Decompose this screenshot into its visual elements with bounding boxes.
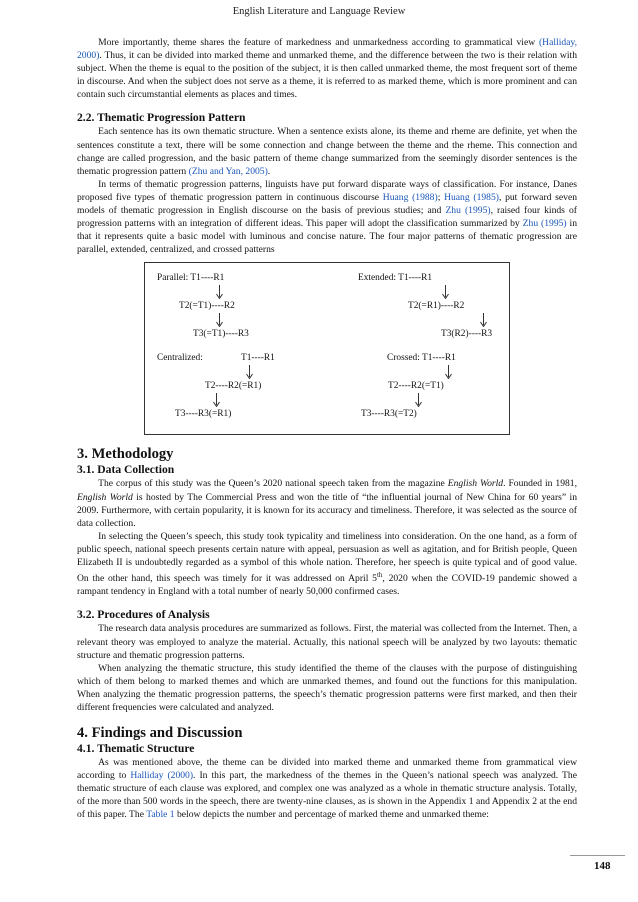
parallel-line-2: T2(=T1)----R2: [179, 301, 235, 312]
table-link[interactable]: Table 1: [146, 809, 175, 821]
down-arrow-icon: [480, 313, 487, 327]
section-heading-4-1: 4.1. Thematic Structure: [77, 742, 195, 756]
section-heading-3-1: 3.1. Data Collection: [77, 463, 175, 477]
extended-title: Extended: T1----R1: [358, 273, 433, 284]
crossed-line-2: T2----R2(=T1): [388, 381, 444, 392]
section-heading-3: 3. Methodology: [77, 446, 174, 463]
down-arrow-icon: [246, 365, 253, 379]
crossed-title: Crossed: T1----R1: [387, 353, 456, 364]
paragraph: In selecting the Queen’s speech, this study took typicality and timeliness into consideration. On the one hand, as a form of public speech, national speech presents certain nature with appeal, persuasion as well as agitation, and for British people, Queen Elizabeth II is undoubtedly regarded as a symbol of this whole nation. Therefore, her speech is quite typical and of good value. On the other hand, this speech was timely for it was addressed on April 5th, 2020 when the COVID-19 pandemic showed a rampant tendency in England with a total number of nearly 50,000 confirmed cases.: [77, 530, 578, 598]
extended-line-3: T3(R2)----R3: [441, 329, 493, 340]
citation-link[interactable]: Zhu (1995): [445, 205, 491, 217]
centralized-line-3: T3----R3(=R1): [175, 409, 232, 420]
paragraph: Each sentence has its own thematic structure. When a sentence exists alone, its theme and rheme are definite, yet when the sentences constitute a text, there will be some connection and change between the theme and the rheme. This connection and change are called progression, and the basic pattern of theme change summarized from the seemingly disorder sentences is the thematic progression pattern (Zhu and Yan, 2005).: [77, 126, 577, 177]
paragraph: The corpus of this study was the Queen’s 2020 national speech taken from the magazine English World. Founded in 1981, English World is hosted by The Commercial Press and won the title of “the influential journal of New China for 60 years” in 2009. Furthermore, with certain popularity, it is known for its accuracy and timeliness. Therefore, it was selected as the source of data collection.: [77, 478, 577, 529]
citation-link[interactable]: Zhu (1995): [522, 218, 567, 230]
section-heading-4: 4. Findings and Discussion: [77, 725, 243, 742]
citation-link[interactable]: (Halliday, 2000): [77, 37, 577, 62]
extended-line-2: T2(=R1)----R2: [408, 301, 465, 312]
citation-link[interactable]: Huang (1985): [444, 191, 499, 203]
paragraph: In terms of thematic progression patterns, linguists have put forward disparate ways of classification. For instance, Danes proposed five types of thematic progression pattern in continuous discourse Huang (1988); Huang (1985), put forward seven models of thematic progression in English discourse on the basis of previous studies; and Zhu (1995), raised four kinds of progression patterns with an integration of different ideas. This paper will adopt the classification summarized by Zhu (1995) in that it represents quite a basic model with luminous and concise nature. The four major patterns of thematic progression are parallel, extended, centralized, and crossed patterns: [77, 178, 578, 256]
citation-link[interactable]: (Zhu and Yan, 2005): [188, 165, 268, 177]
down-arrow-icon: [216, 285, 223, 299]
section-heading-3-2: 3.2. Procedures of Analysis: [77, 608, 210, 622]
thematic-progression-figure: [144, 262, 510, 435]
intro-paragraph: More importantly, theme shares the feature of markedness and unmarkedness according to grammatical view (Halliday, 2000). Thus, it can be divided into marked theme and unmarked theme, and the difference between the two is their relation with subject. When the theme is equal to the position of the subject, it is then called unmarked theme, the most frequent sort of theme in discourse. And when the subject does not serve as a theme, it is referred to as marked theme, which is more prominent and can contain such circumstantial elements as places and times.: [77, 37, 577, 101]
parallel-line-3: T3(=T1)----R3: [193, 329, 249, 340]
down-arrow-icon: [445, 365, 452, 379]
page-number: 148: [594, 860, 611, 872]
paragraph: When analyzing the thematic structure, this study identified the theme of the clauses with the purpose of distinguishing which of them belong to marked themes and which are unmarked themes, and found out the functions for this manipulation. When analyzing the thematic progression patterns, the speech’s thematic progression patterns were first marked, and then their different frequencies were calculated and analyzed.: [77, 662, 577, 713]
page-number-rule: [570, 855, 625, 856]
paragraph: The research data analysis procedures are summarized as follows. First, the material was collected from the Internet. Then, a relevant theory was employed to analyze the material. Actually, this national speech will be analyzed by two layouts: thematic structure and thematic progression patterns.: [77, 623, 577, 661]
journal-header: English Literature and Language Review: [232, 6, 406, 17]
parallel-title: Parallel: T1----R1: [157, 273, 225, 284]
centralized-line-2: T2----R2(=R1): [205, 381, 262, 392]
section-heading-2-2: 2.2. Thematic Progression Pattern: [77, 111, 246, 125]
crossed-line-3: T3----R3(=T2): [361, 409, 417, 420]
citation-link[interactable]: Halliday (2000): [130, 770, 194, 782]
centralized-line-1: T1----R1: [241, 353, 275, 364]
centralized-title: Centralized:: [157, 353, 203, 364]
down-arrow-icon: [442, 285, 449, 299]
down-arrow-icon: [216, 313, 223, 327]
citation-link[interactable]: Huang (1988): [382, 191, 438, 203]
article-body: [77, 36, 577, 822]
down-arrow-icon: [415, 393, 422, 407]
down-arrow-icon: [213, 393, 220, 407]
paragraph: As was mentioned above, the theme can be divided into marked theme and unmarked theme from grammatical view according to Halliday (2000). In this part, the markedness of the themes in the Queen’s national speech was analyzed. The thematic structure of each clause was explored, and complex one was analyzed as a whole in thematic structure analysis. Totally, of the more than 500 words in the speech, there are twenty-nine clauses, as is shown in the Appendix 1 and Appendix 2 at the end of this paper. The Table 1 below depicts the number and percentage of marked theme and unmarked theme:: [77, 757, 577, 821]
